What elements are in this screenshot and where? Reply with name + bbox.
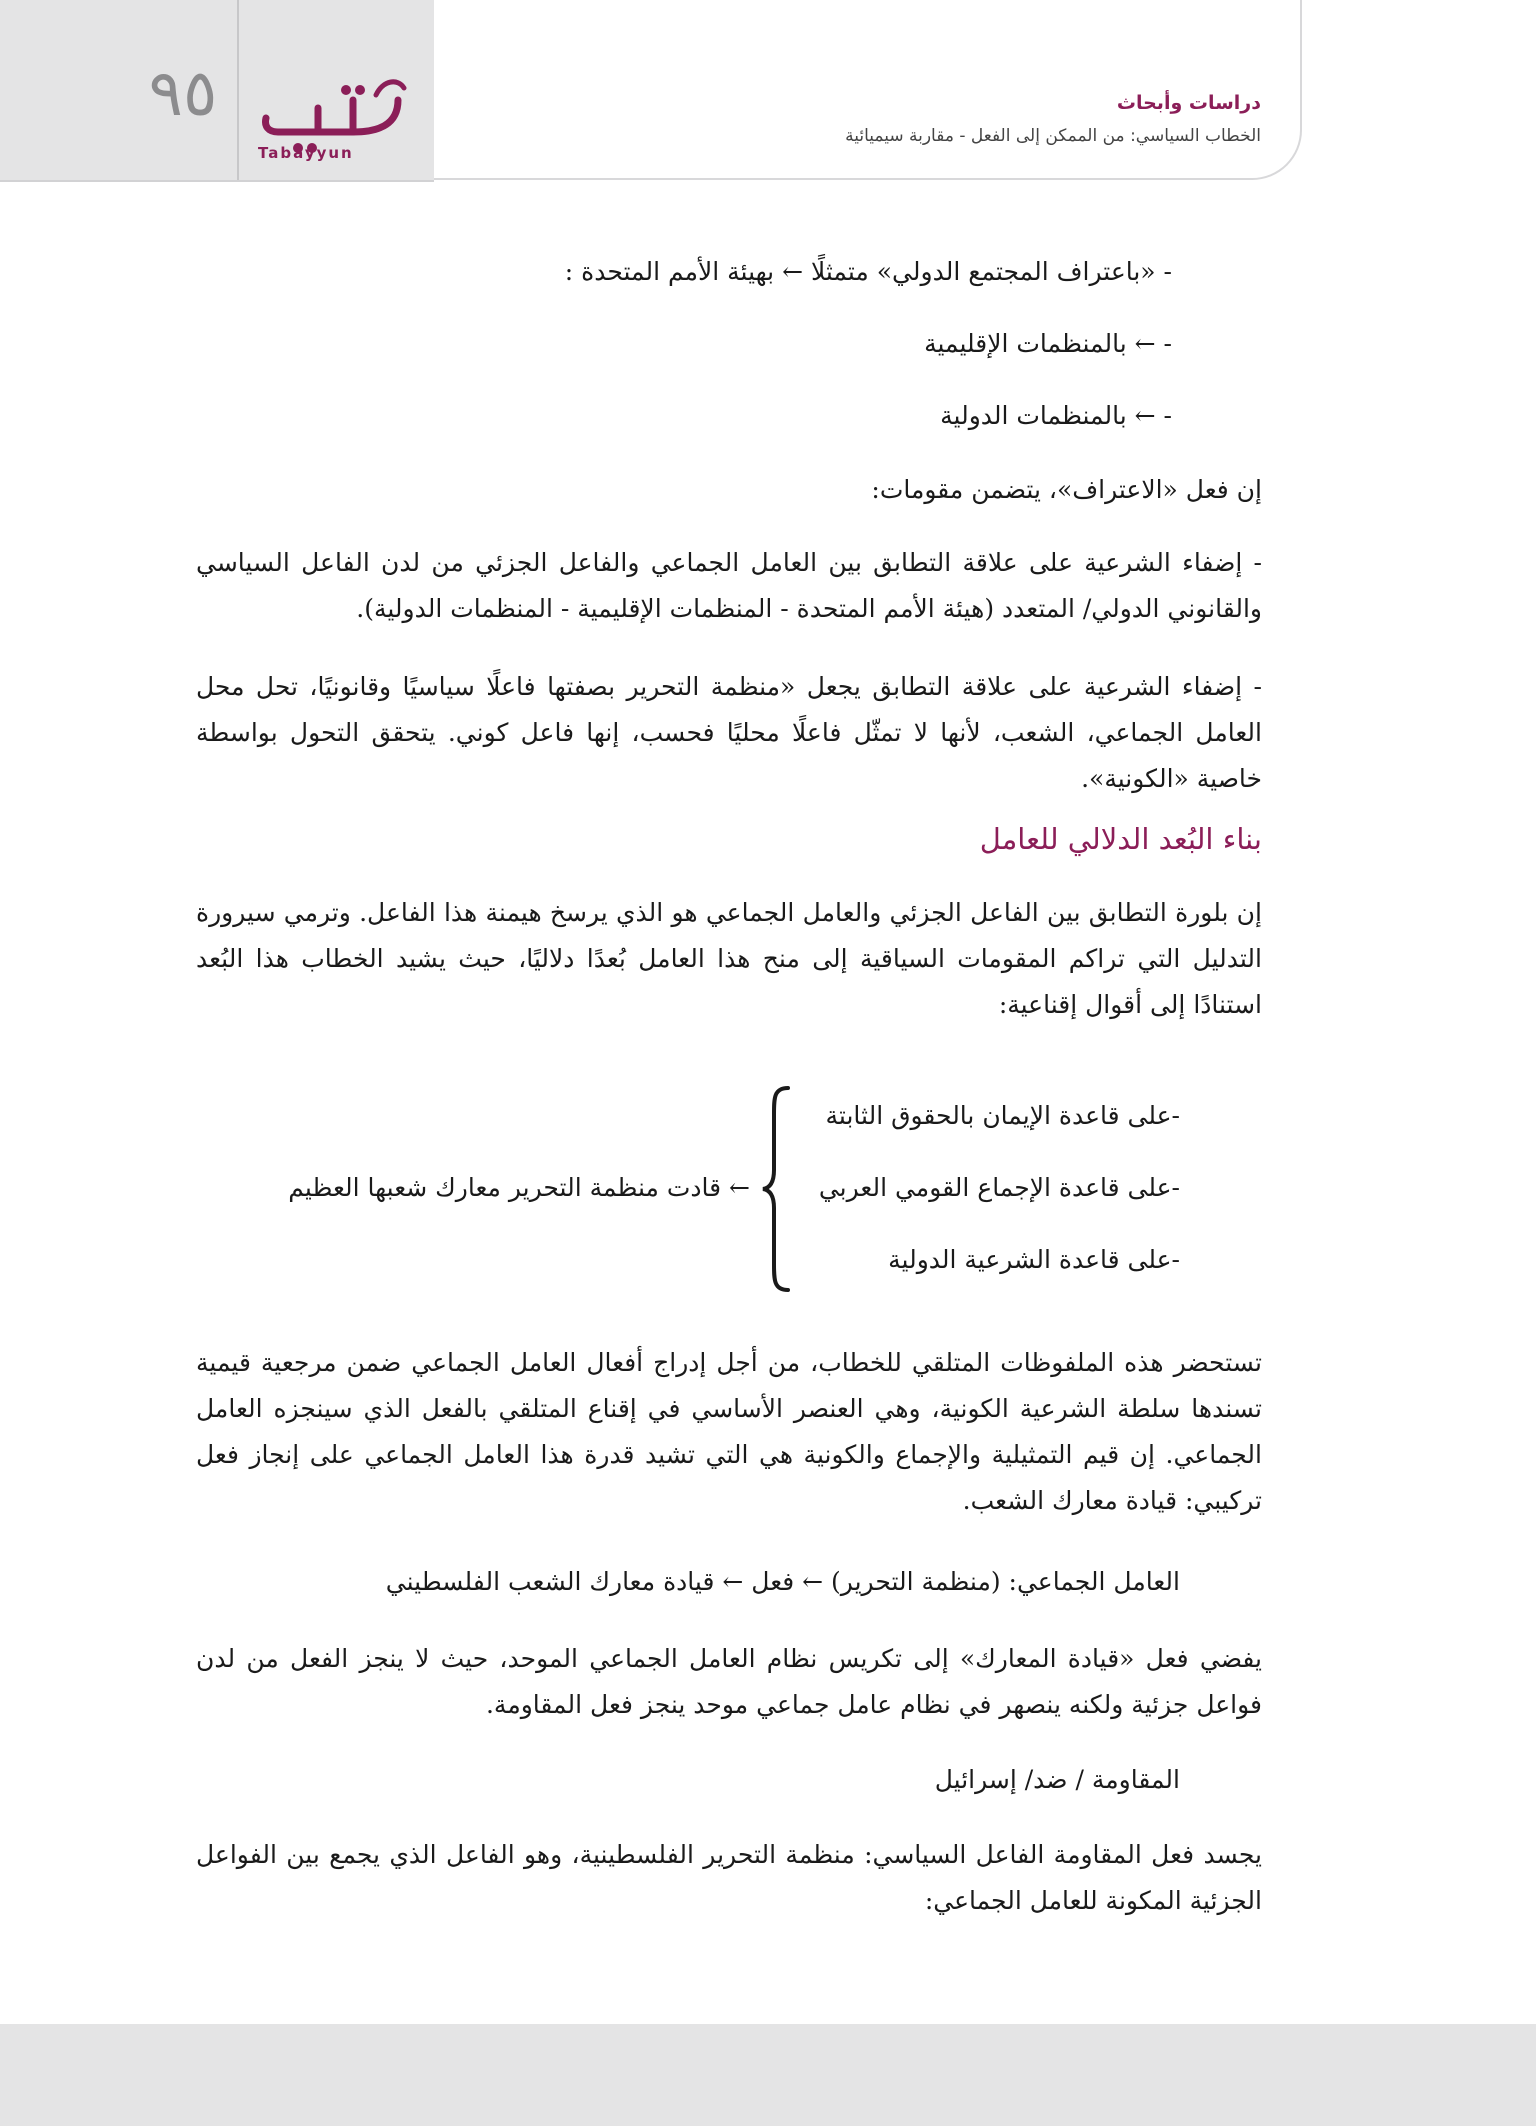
paragraph-legitimacy-1: - إضفاء الشرعية على علاقة التطابق بين العامل الجماعي والفاعل الجزئي من لدن الفاعل السياسي والقانوني الدولي/ المتعدد (هيئة الأمم المتحدة - المنظمات الإقليمية - المنظمات الدولية). [196,548,1262,623]
logo-latin-text: Tabayyun [258,144,354,162]
basis-item: -على قاعدة الإجماع القومي العربي [818,1173,1180,1202]
bases-result: ← قادت منظمة التحرير معارك شعبها العظيم [288,1173,750,1202]
paragraph-resistance: يجسد فعل المقاومة الفاعل السياسي: منظمة التحرير الفلسطينية، وهو الفاعل الذي يجمع بين الفواعل الجزئية المكونة للعامل الجماعي: [196,1840,1262,1915]
paragraph-legitimacy-2: - إضفاء الشرعية على علاقة التطابق يجعل «منظمة التحرير بصفتها فاعلًا سياسيًا وقانونيًا، تحل محل العامل الجماعي، الشعب، لأنها لا تمثّل فاعلًا محليًا فحسب، إنها فاعل كوني. يتحقق التحول بواسطة خاصية «الكونية». [196,672,1262,793]
basis-item: -على قاعدة الإيمان بالحقوق الثابتة [825,1101,1180,1130]
header-article-subtitle: الخطاب السياسي: من الممكن إلى الفعل - مقاربة سيميائية [845,126,1261,146]
header-frame [434,0,1302,180]
intro-paragraph: إن فعل «الاعتراف»، يتضمن مقومات: [871,475,1262,504]
header-section-title: دراسات وأبحاث [1116,92,1261,114]
recognition-line: - «باعتراف المجتمع الدولي» متمثلًا ← بهيئة الأمم المتحدة : [564,257,1172,286]
formula-line: العامل الجماعي: (منظمة التحرير) ← فعل ← قيادة معارك الشعب الفلسطيني [385,1567,1180,1596]
section-heading: بناء البُعد الدلالي للعامل [979,822,1262,856]
recognition-line: - ← بالمنظمات الدولية [940,401,1172,430]
resistance-line: المقاومة / ضد/ إسرائيل [934,1765,1180,1794]
footer-band [0,2024,1536,2126]
paragraph-battles: يفضي فعل «قيادة المعارك» إلى تكريس نظام العامل الجماعي الموحد، حيث لا ينجز الفعل من لدن فواعل جزئية ولكنه ينصهر في نظام عامل جماعي موحد ينجز فعل المقاومة. [196,1644,1262,1719]
paragraph-semantic: إن بلورة التطابق بين الفاعل الجزئي والعامل الجماعي هو الذي يرسخ هيمنة هذا الفاعل. وترمي سيرورة التدليل التي تراكم المقومات السياقية إلى منح هذا العامل بُعدًا دلاليًا، حيث يشيد الخطاب هذا البُعد استنادًا إلى أقوال إقناعية: [196,898,1262,1019]
basis-item: -على قاعدة الشرعية الدولية [888,1245,1180,1274]
paragraph-utterances: تستحضر هذه الملفوظات المتلقي للخطاب، من أجل إدراج أفعال العامل الجماعي ضمن مرجعية قيمية تسندها سلطة الشرعية الكونية، وهي العنصر الأساسي في إقناع المتلقي بالفعل الذي سينجزه العامل الجماعي. إن قيم التمثيلية والإجماع والكونية هي التي تشيد قدرة هذا العامل الجماعي على إنجاز فعل تركيبي: قيادة معارك الشعب. [196,1348,1262,1515]
page-number: ٩٥ [148,57,218,131]
header-divider [237,0,239,180]
curly-brace-icon [760,1084,792,1294]
recognition-line: - ← بالمنظمات الإقليمية [924,329,1172,358]
